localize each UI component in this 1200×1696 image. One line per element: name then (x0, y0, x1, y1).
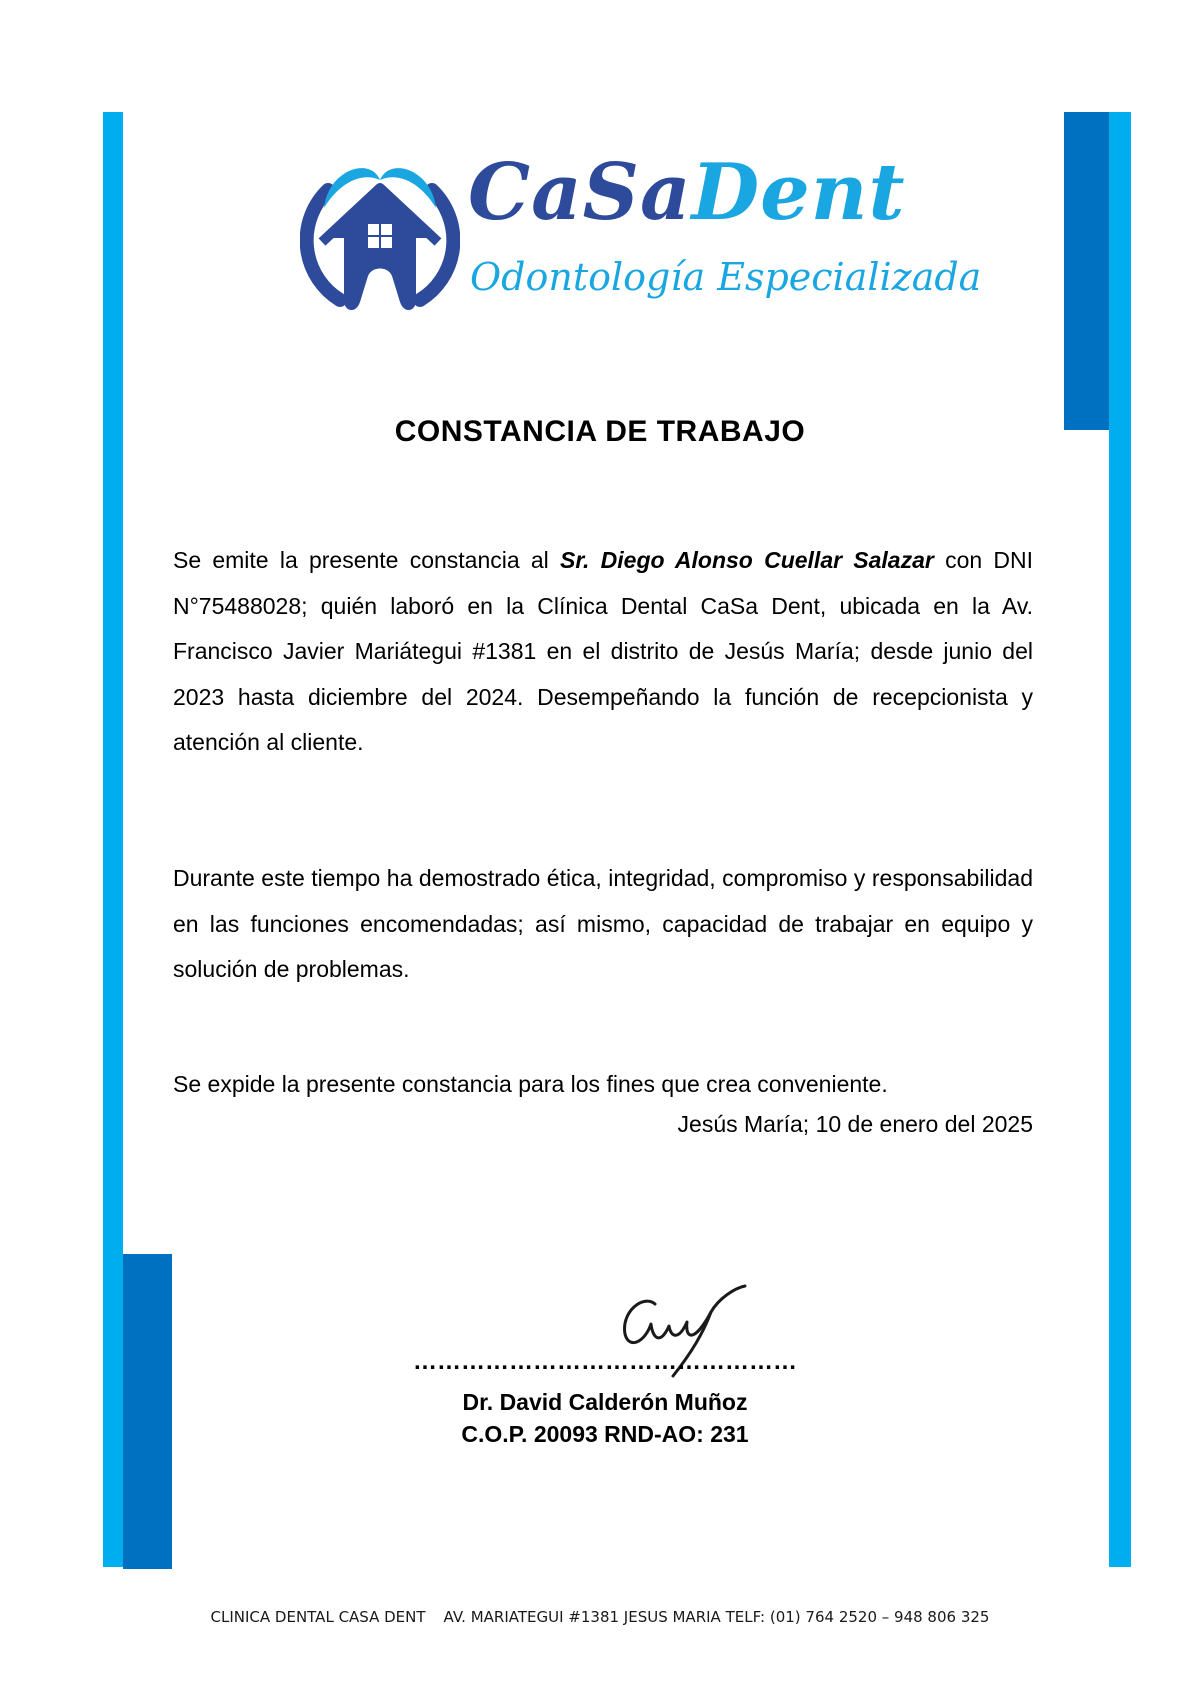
issue-date-line: Jesús María; 10 de enero del 2025 (677, 1111, 1033, 1137)
document-title: CONSTANCIA DE TRABAJO (394, 415, 806, 448)
signature-line: ………………………………………… (413, 1348, 797, 1375)
footer-clinic: CLINICA DENTAL CASA DENT (210, 1608, 426, 1626)
casadent-logo (300, 147, 982, 330)
brand-name-part1: CaSa (468, 147, 692, 238)
right-dark-blue-bar (1064, 112, 1109, 430)
left-light-blue-bar (103, 112, 123, 1567)
certificate-paragraph-3: Se expide la presente constancia para los fines que crea conveniente. (173, 1071, 888, 1097)
certificate-paragraph-2: Durante este tiempo ha demostrado ética, integridad, compromiso y responsabilidad en las funciones encomendadas; así mismo, capacidad de trabajar en equipo y solución de problemas. (173, 865, 1033, 982)
brand-name (468, 147, 906, 238)
brand-tagline: Odontología Especializada (470, 255, 982, 299)
left-dark-blue-bar (123, 1254, 172, 1569)
certificate-paragraph-1 (173, 538, 1033, 766)
brand-name-part2: Dent (691, 147, 906, 238)
para1-rest: con DNI N°75488028; quién laboró en la Clínica Dental CaSa Dent, ubicada en la Av. Francisco Javier Mariátegui #1381 en el distrito de Jesús María; desde junio del 2023 hasta diciembre del 2024. Desempeñando la función de recepcionista y atención al cliente. (173, 547, 1033, 755)
right-light-blue-bar (1109, 112, 1131, 1567)
footer-address-phone: AV. MARIATEGUI #1381 JESUS MARIA TELF: (01) 764 2520 – 948 806 325 (443, 1608, 990, 1626)
house-tooth-icon (300, 150, 460, 320)
employee-name: Sr. Diego Alonso Cuellar Salazar (560, 547, 934, 573)
para1-prefix: Se emite la presente constancia al (173, 547, 561, 573)
page-footer (0, 1608, 1200, 1626)
signer-registration: C.O.P. 20093 RND-AO: 231 (461, 1421, 749, 1447)
signer-name: Dr. David Calderón Muñoz (462, 1389, 748, 1415)
